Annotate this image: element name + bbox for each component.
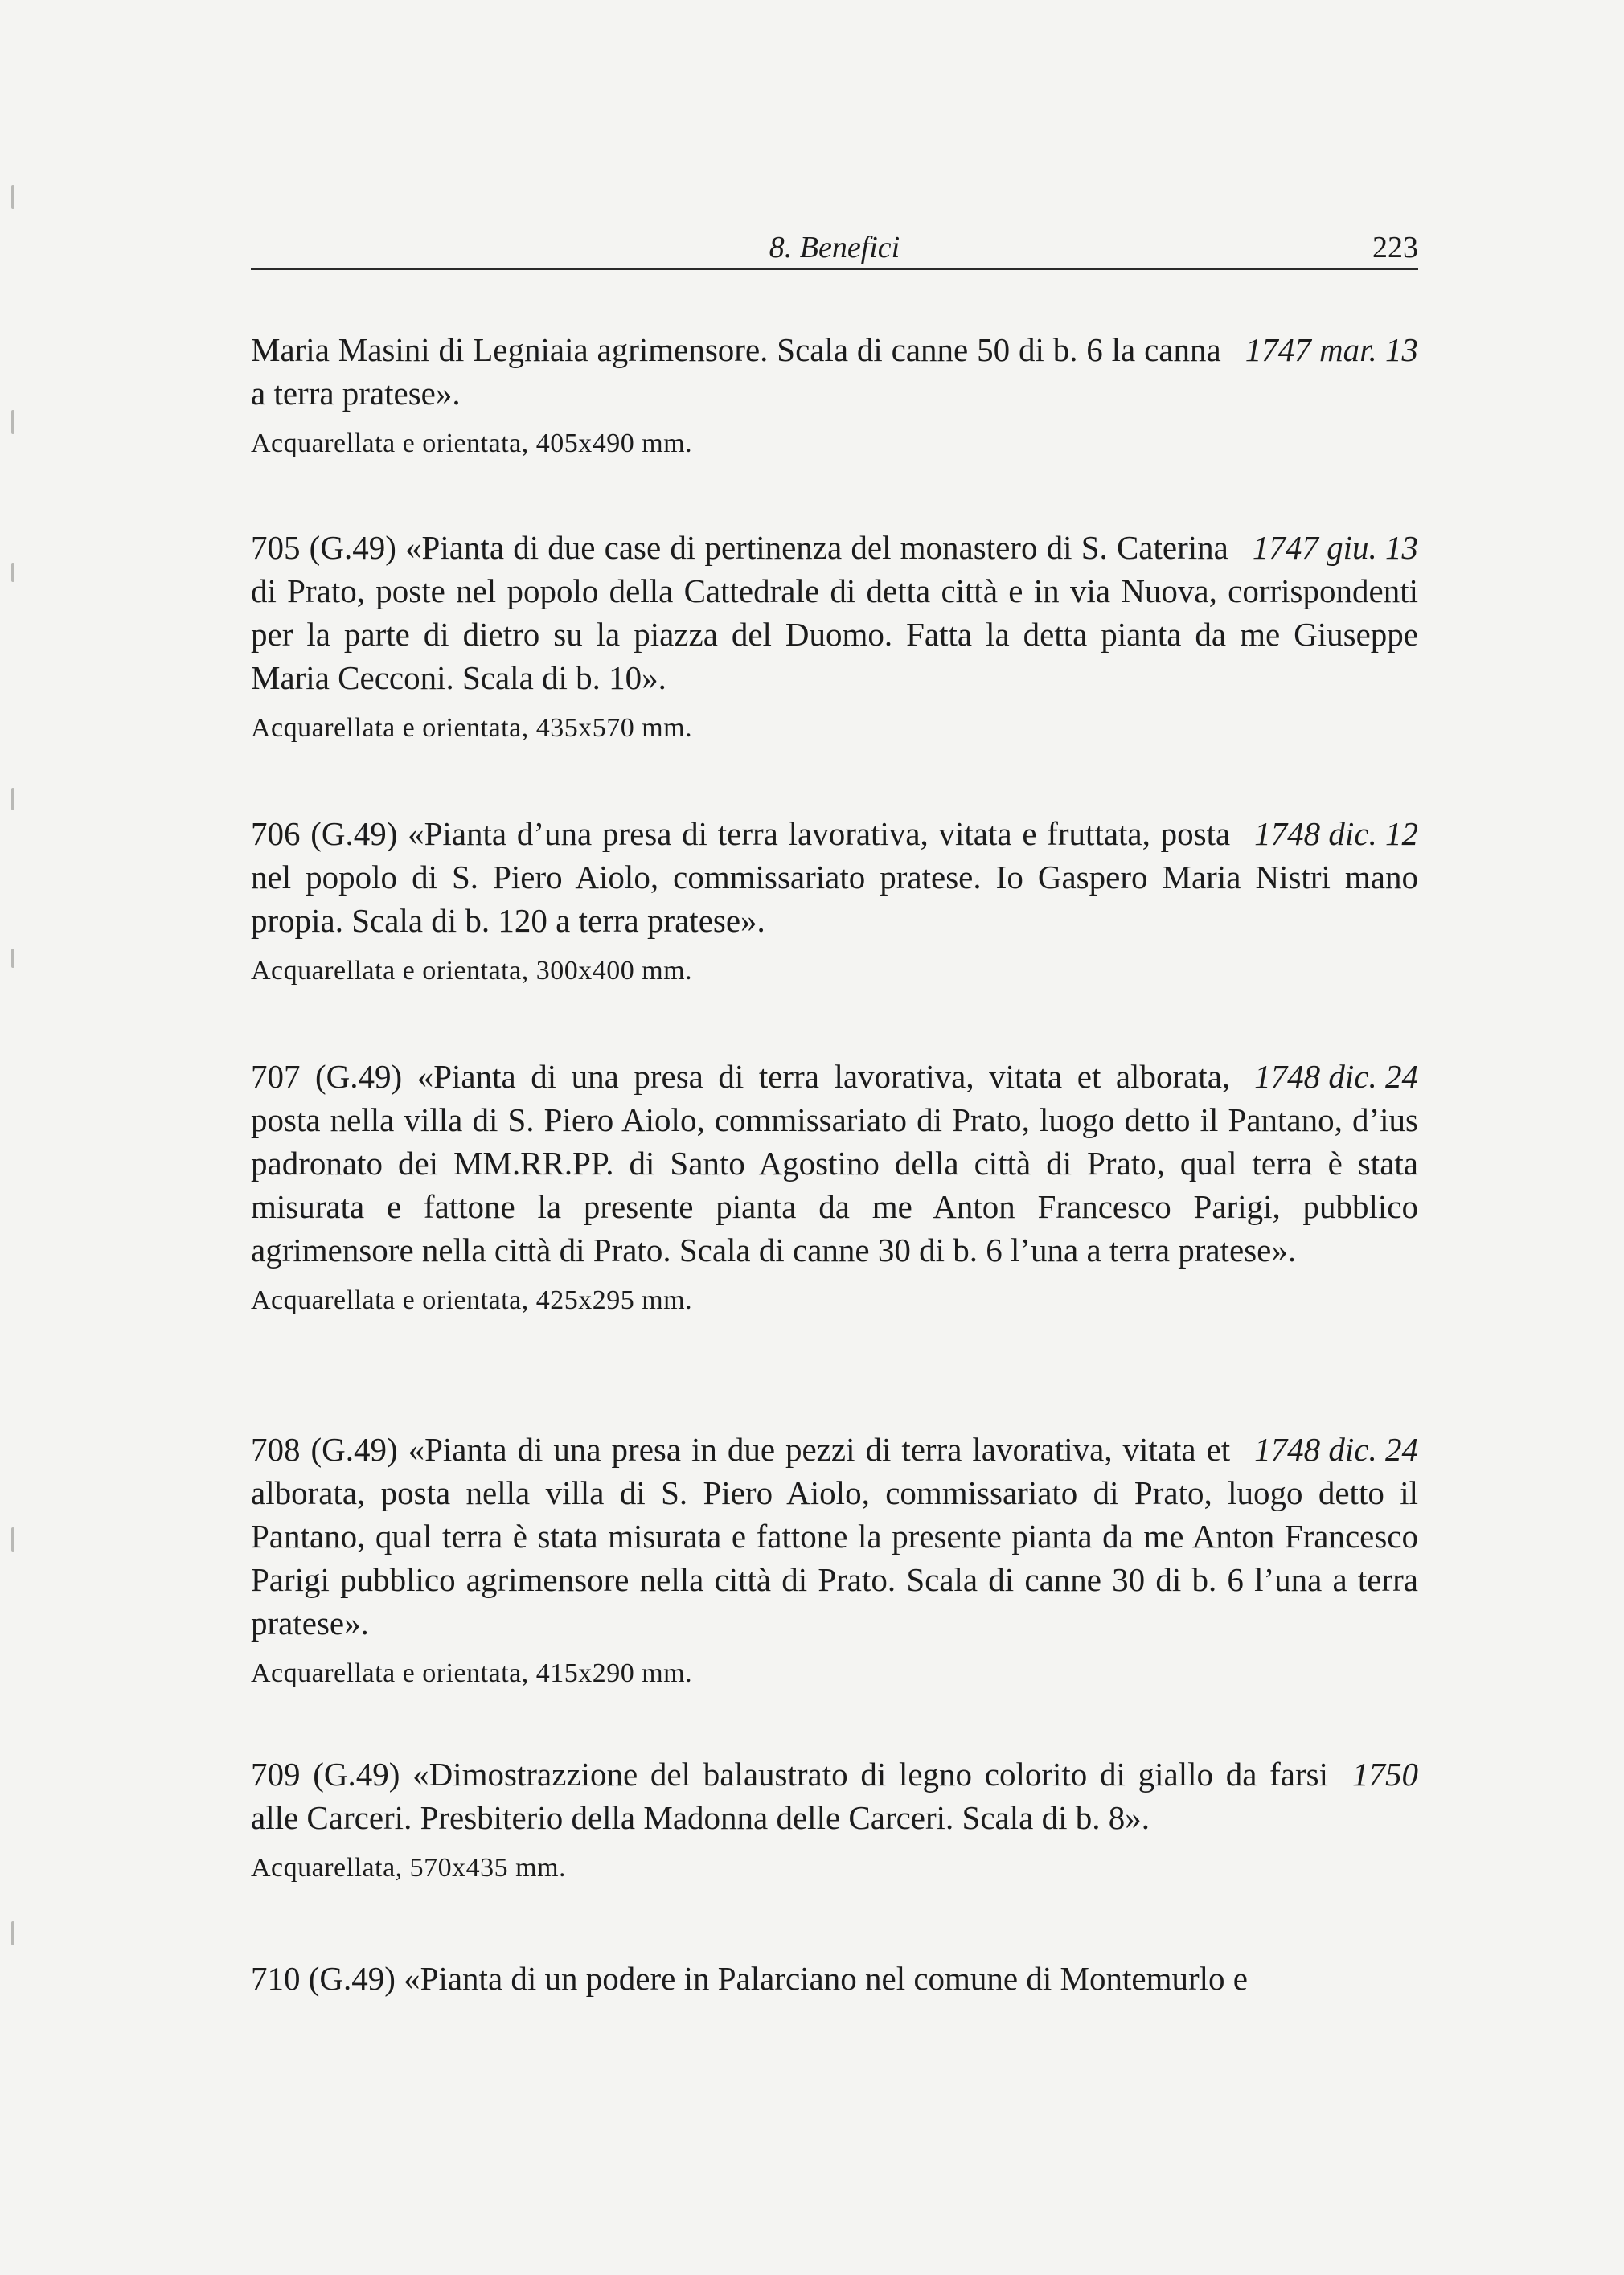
running-head — [251, 225, 1418, 270]
scan-margin-mark — [11, 410, 14, 434]
entry-date: 1747 giu. 13 — [1252, 529, 1418, 566]
catalog-entry-707 — [251, 1055, 1418, 1318]
catalog-entry-704-continued — [251, 328, 1418, 461]
entry-text — [251, 526, 1418, 699]
entry-body: 708 (G.49) «Pianta di una presa in due pezzi di terra lavorativa, vitata et alborata, posta nella villa di S. Piero Aiolo, commissariato di Prato, luogo detto il Pantano, qual terra è stata misurata e fattone la presente pianta da me Anton Francesco Parigi pubblico agrimensore nella città di Prato. Scala di canne 30 di b. 6 l’una a terra pratese». — [251, 1431, 1418, 1642]
entry-body: 705 (G.49) «Pianta di due case di pertinenza del monastero di S. Caterina di Prato, poste nel popolo della Cattedrale di detta città e in via Nuova, corrispondenti per la parte di dietro su la piazza del Duomo. Fatta la detta pianta da me Giuseppe Maria Cecconi. Scala di b. 10». — [251, 529, 1418, 696]
entry-text — [251, 1957, 1418, 2000]
entry-text — [251, 812, 1418, 942]
catalog-entry-706 — [251, 812, 1418, 989]
page-number: 223 — [1372, 231, 1418, 264]
scan-margin-mark — [11, 788, 14, 810]
entry-date: 1747 mar. 13 — [1245, 331, 1418, 368]
entry-body: Maria Masini di Legniaia agrimensore. Scala di canne 50 di b. 6 la canna a terra pratese». — [251, 331, 1221, 412]
scan-margin-mark — [11, 1921, 14, 1945]
entry-date: 1750 — [1352, 1756, 1418, 1793]
catalog-entry-705 — [251, 526, 1418, 746]
entry-text — [251, 1055, 1418, 1272]
scan-margin-mark — [11, 563, 14, 582]
entry-description: Acquarellata e orientata, 425x295 mm. — [251, 1285, 693, 1315]
entry-description: Acquarellata e orientata, 300x400 mm. — [251, 956, 693, 986]
catalog-entry-709 — [251, 1752, 1418, 1886]
entry-body: 707 (G.49) «Pianta di una presa di terra lavorativa, vitata et alborata, posta nella villa di S. Piero Aiolo, commissariato di Prato, luogo detto il Pantano, d’ius padronato dei MM.RR.PP. di Santo Agostino della città di Prato, qual terra è stata misurata e fattone la presente pianta da me Anton Francesco Parigi, pubblico agrimensore nella città di Prato. Scala di canne 30 di b. 6 l’una a terra pratese». — [251, 1058, 1418, 1269]
entry-description: Acquarellata, 570x435 mm. — [251, 1853, 567, 1883]
running-title: 8. Benefici — [769, 231, 900, 264]
header-rule — [251, 268, 1418, 270]
entry-description: Acquarellata e orientata, 405x490 mm. — [251, 428, 693, 458]
scan-margin-mark — [11, 1527, 14, 1552]
entry-body: 706 (G.49) «Pianta d’una presa di terra lavorativa, vitata e fruttata, posta nel popolo di S. Piero Aiolo, commissariato pratese. Io Gaspero Maria Nistri mano propia. Scala di b. 120 a terra pratese». — [251, 815, 1418, 939]
entry-date: 1748 dic. 24 — [1254, 1431, 1418, 1468]
scan-margin-mark — [11, 185, 14, 209]
entry-body: 709 (G.49) «Dimostrazzione del balaustrato di legno colorito di giallo da farsi alle Carceri. Presbiterio della Madonna delle Carceri. Scala di b. 8». — [251, 1756, 1328, 1836]
entry-description: Acquarellata e orientata, 435x570 mm. — [251, 713, 693, 743]
catalog-entry-708 — [251, 1428, 1418, 1691]
entry-text — [251, 1752, 1418, 1839]
entry-date: 1748 dic. 12 — [1254, 815, 1418, 852]
entry-body: 710 (G.49) «Pianta di un podere in Palarciano nel comune di Montemurlo e — [251, 1960, 1248, 1997]
entry-description: Acquarellata e orientata, 415x290 mm. — [251, 1658, 693, 1688]
scan-margin-mark — [11, 949, 14, 968]
entry-text — [251, 1428, 1418, 1645]
catalog-entry-710 — [251, 1957, 1418, 2000]
entry-text — [251, 328, 1418, 415]
entry-date: 1748 dic. 24 — [1254, 1058, 1418, 1095]
